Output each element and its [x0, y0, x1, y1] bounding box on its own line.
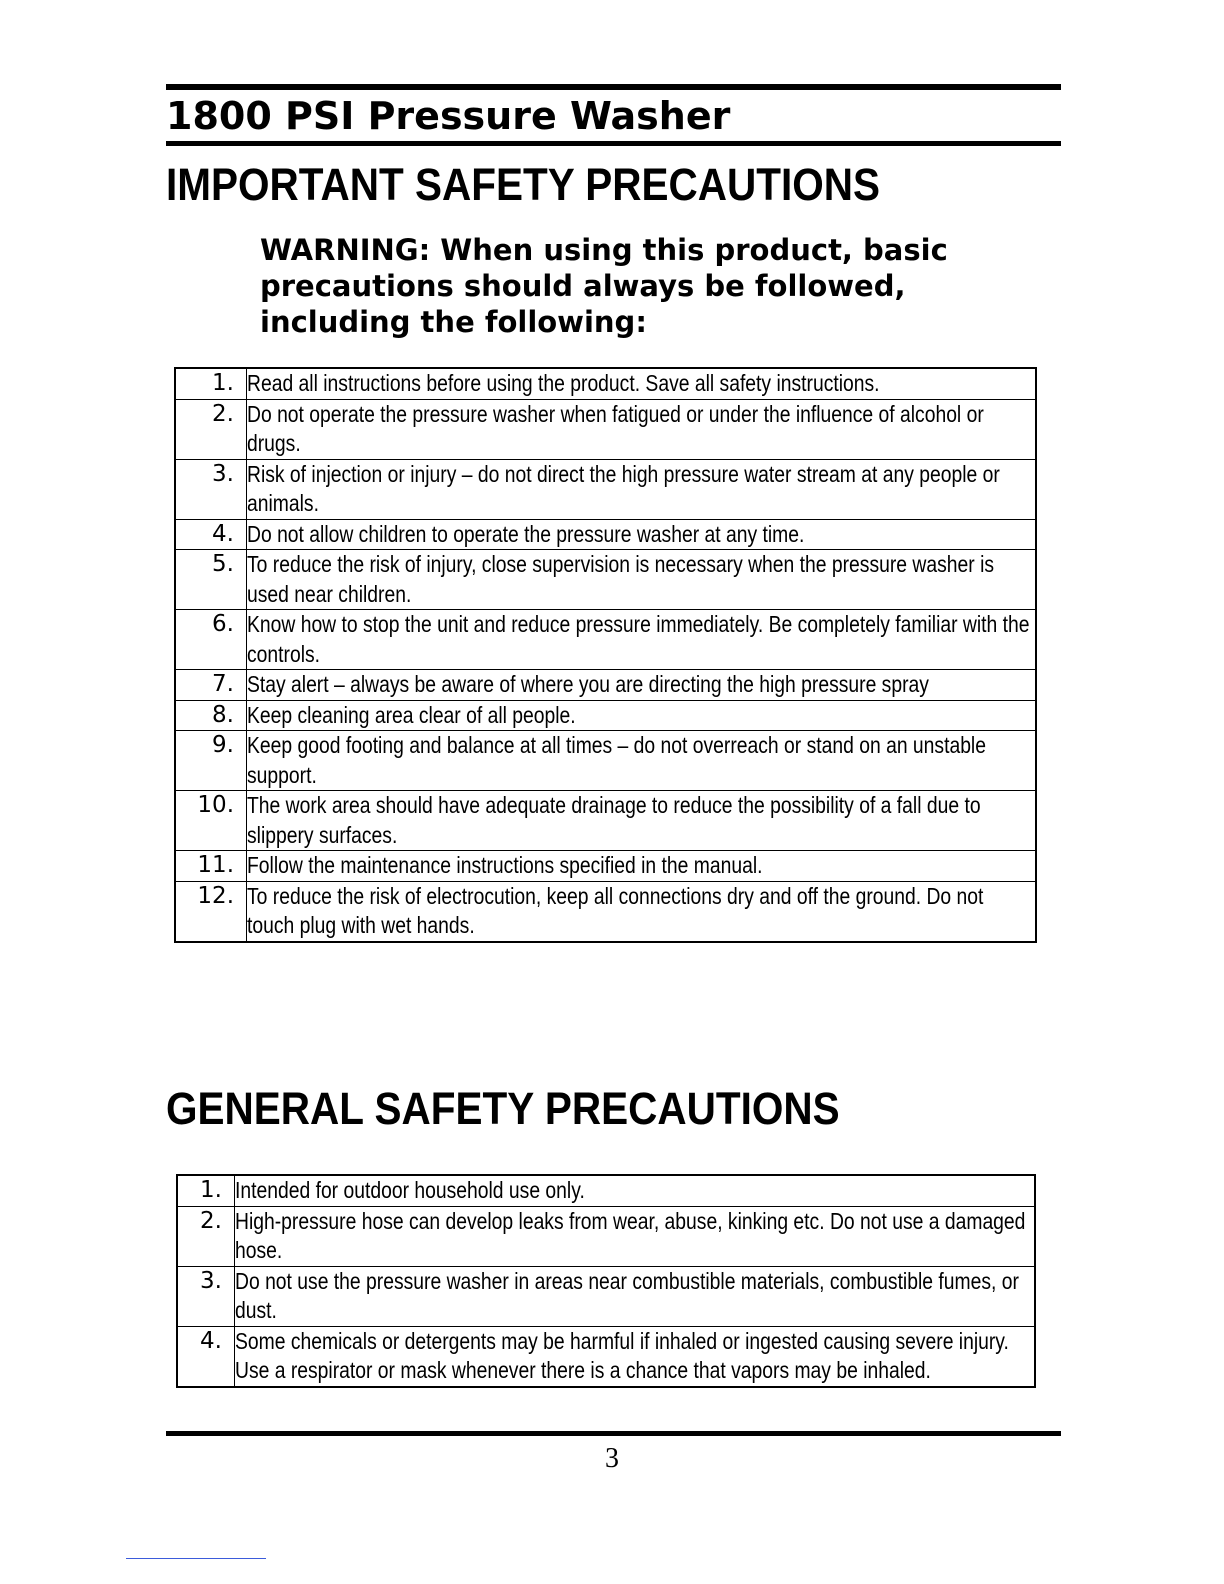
item-text: Follow the maintenance instructions specified in the manual.	[247, 852, 763, 878]
item-text: Stay alert – always be aware of where you are directing the high pressure spray	[247, 671, 929, 697]
item-number: 2.	[177, 1206, 235, 1266]
item-text: Some chemicals or detergents may be harmful if inhaled or ingested causing severe injury. Use a respirator or mask whenever there is a chance that vapors may be inhaled.	[235, 1327, 1009, 1383]
item-number: 1.	[177, 1175, 235, 1206]
document-title: 1800 PSI Pressure Washer	[166, 94, 731, 138]
table-row	[175, 459, 1036, 519]
item-text: Keep good footing and balance at all times – do not overreach or stand on an unstable support.	[247, 732, 986, 788]
item-text: Do not operate the pressure washer when fatigued or under the influence of alcohol or drugs.	[247, 400, 984, 456]
table-row	[177, 1206, 1035, 1266]
item-number: 8.	[175, 700, 247, 731]
item-number: 4.	[177, 1326, 235, 1387]
table-row	[177, 1175, 1035, 1206]
item-text: Do not allow children to operate the pressure washer at any time.	[247, 520, 805, 547]
important-safety-heading: IMPORTANT SAFETY PRECAUTIONS	[166, 159, 881, 210]
item-number: 11.	[175, 851, 247, 882]
item-text: High-pressure hose can develop leaks from wear, abuse, kinking etc. Do not use a damaged hose.	[235, 1207, 1026, 1263]
general-safety-heading: GENERAL SAFETY PRECAUTIONS	[166, 1083, 840, 1134]
table-row	[177, 1326, 1035, 1387]
table-row	[175, 610, 1036, 670]
item-number: 6.	[175, 610, 247, 670]
item-number: 4.	[175, 519, 247, 550]
item-number: 5.	[175, 550, 247, 610]
table-row	[175, 519, 1036, 550]
item-text: Know how to stop the unit and reduce pressure immediately. Be completely familiar with the controls.	[247, 611, 1030, 667]
item-number: 3.	[177, 1266, 235, 1326]
item-number: 9.	[175, 731, 247, 791]
page-number: 3	[605, 1443, 619, 1474]
important-precautions-table	[174, 367, 1037, 943]
item-number: 10.	[175, 791, 247, 851]
bottom-rule	[166, 1431, 1061, 1436]
item-number: 3.	[175, 459, 247, 519]
warning-text: WARNING: When using this product, basic precautions should always be followed, including the following:	[260, 233, 948, 339]
item-text: Read all instructions before using the product. Save all safety instructions.	[247, 370, 880, 396]
item-text: Do not use the pressure washer in areas near combustible materials, combustible fumes, or dust.	[235, 1267, 1019, 1323]
table-row	[175, 731, 1036, 791]
item-text: Risk of injection or injury – do not direct the high pressure water stream at any people or animals.	[247, 460, 1000, 516]
table-row	[175, 399, 1036, 459]
top-rule	[166, 84, 1061, 90]
table-row	[175, 368, 1036, 399]
title-underline-rule	[166, 141, 1061, 146]
item-text: Keep cleaning area clear of all people.	[247, 701, 576, 728]
table-row	[177, 1266, 1035, 1326]
item-text: To reduce the risk of injury, close supervision is necessary when the pressure washer is used near children.	[247, 551, 995, 607]
table-row	[175, 851, 1036, 882]
table-row	[175, 791, 1036, 851]
item-number: 1.	[175, 368, 247, 399]
item-text: Intended for outdoor household use only.	[235, 1177, 585, 1203]
item-number: 7.	[175, 670, 247, 701]
item-text: To reduce the risk of electrocution, keep all connections dry and off the ground. Do not touch plug with wet hands.	[247, 882, 984, 938]
table-row	[175, 670, 1036, 701]
item-number: 12.	[175, 881, 247, 942]
item-text: The work area should have adequate drainage to reduce the possibility of a fall due to slippery surfaces.	[247, 792, 981, 848]
item-number: 2.	[175, 399, 247, 459]
table-row	[175, 881, 1036, 942]
table-row	[175, 700, 1036, 731]
table-row	[175, 550, 1036, 610]
scan-artifact-line	[126, 1558, 266, 1559]
general-precautions-table	[176, 1174, 1036, 1388]
